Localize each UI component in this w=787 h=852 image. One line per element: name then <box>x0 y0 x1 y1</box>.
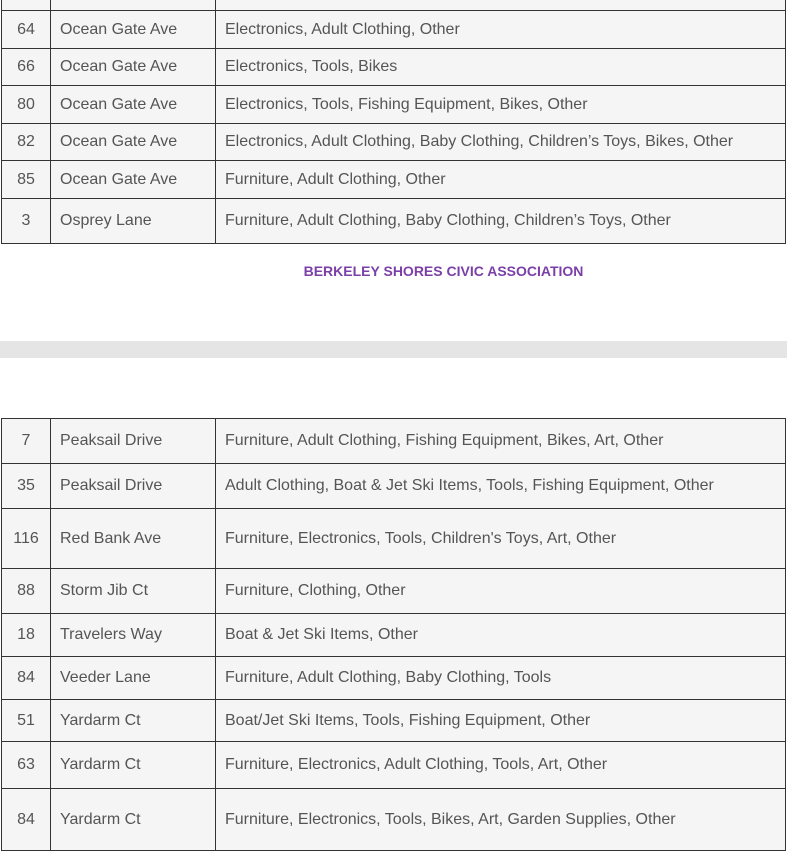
table-row <box>2 124 786 161</box>
items-cell: Furniture, Electronics, Tools, Bikes, Art, Garden Supplies, Other <box>216 789 786 851</box>
street-cell: Osprey Lane <box>51 199 216 244</box>
house-number-cell: 64 <box>2 11 51 49</box>
house-number-cell <box>2 0 51 11</box>
table-row <box>2 657 786 700</box>
street-cell: Ocean Gate Ave <box>51 11 216 49</box>
house-number-cell: 116 <box>2 509 51 569</box>
street-cell <box>51 0 216 11</box>
table-row <box>2 464 786 509</box>
street-cell: Ocean Gate Ave <box>51 86 216 124</box>
items-cell: Electronics, Adult Clothing, Other <box>216 11 786 49</box>
items-cell: Furniture, Adult Clothing, Other <box>216 161 786 199</box>
house-number-cell: 85 <box>2 161 51 199</box>
items-cell: Furniture, Adult Clothing, Fishing Equipment, Bikes, Art, Other <box>216 419 786 464</box>
table-row <box>2 199 786 244</box>
items-cell: Electronics, Tools, Bikes <box>216 49 786 86</box>
street-cell: Travelers Way <box>51 614 216 657</box>
items-cell: Furniture, Clothing, Other <box>216 569 786 614</box>
house-number-cell: 51 <box>2 700 51 742</box>
table-row <box>2 49 786 86</box>
house-number-cell: 3 <box>2 199 51 244</box>
street-cell: Ocean Gate Ave <box>51 161 216 199</box>
street-cell: Ocean Gate Ave <box>51 49 216 86</box>
items-cell: Furniture, Adult Clothing, Baby Clothing, Tools <box>216 657 786 700</box>
table-row <box>2 509 786 569</box>
table-row <box>2 569 786 614</box>
items-cell <box>216 0 786 11</box>
house-number-cell: 63 <box>2 742 51 789</box>
table-row <box>2 742 786 789</box>
table-row <box>2 614 786 657</box>
table-row <box>2 86 786 124</box>
house-number-cell: 35 <box>2 464 51 509</box>
table-row <box>2 419 786 464</box>
items-cell: Boat & Jet Ski Items, Other <box>216 614 786 657</box>
street-cell: Ocean Gate Ave <box>51 124 216 161</box>
house-number-cell: 66 <box>2 49 51 86</box>
street-cell: Yardarm Ct <box>51 700 216 742</box>
house-number-cell: 18 <box>2 614 51 657</box>
page-footer: BERKELEY SHORES CIVIC ASSOCIATION <box>303 263 584 279</box>
street-cell: Peaksail Drive <box>51 464 216 509</box>
table-row <box>2 700 786 742</box>
house-number-cell: 84 <box>2 789 51 851</box>
house-number-cell: 82 <box>2 124 51 161</box>
items-cell: Furniture, Electronics, Adult Clothing, Tools, Art, Other <box>216 742 786 789</box>
items-cell: Adult Clothing, Boat & Jet Ski Items, Tools, Fishing Equipment, Other <box>216 464 786 509</box>
house-number-cell: 80 <box>2 86 51 124</box>
street-cell: Yardarm Ct <box>51 742 216 789</box>
house-number-cell: 88 <box>2 569 51 614</box>
house-number-cell: 7 <box>2 419 51 464</box>
listing-table-top <box>1 0 786 244</box>
street-cell: Red Bank Ave <box>51 509 216 569</box>
table-row <box>2 11 786 49</box>
table-row <box>2 161 786 199</box>
listing-table-bottom <box>1 418 786 851</box>
page-break-band <box>0 341 787 358</box>
table-row <box>2 789 786 851</box>
items-cell: Furniture, Electronics, Tools, Children's Toys, Art, Other <box>216 509 786 569</box>
items-cell: Electronics, Tools, Fishing Equipment, Bikes, Other <box>216 86 786 124</box>
street-cell: Veeder Lane <box>51 657 216 700</box>
items-cell: Electronics, Adult Clothing, Baby Clothing, Children’s Toys, Bikes, Other <box>216 124 786 161</box>
items-cell: Boat/Jet Ski Items, Tools, Fishing Equipment, Other <box>216 700 786 742</box>
street-cell: Storm Jib Ct <box>51 569 216 614</box>
street-cell: Yardarm Ct <box>51 789 216 851</box>
table-row <box>2 0 786 11</box>
street-cell: Peaksail Drive <box>51 419 216 464</box>
items-cell: Furniture, Adult Clothing, Baby Clothing, Children’s Toys, Other <box>216 199 786 244</box>
house-number-cell: 84 <box>2 657 51 700</box>
